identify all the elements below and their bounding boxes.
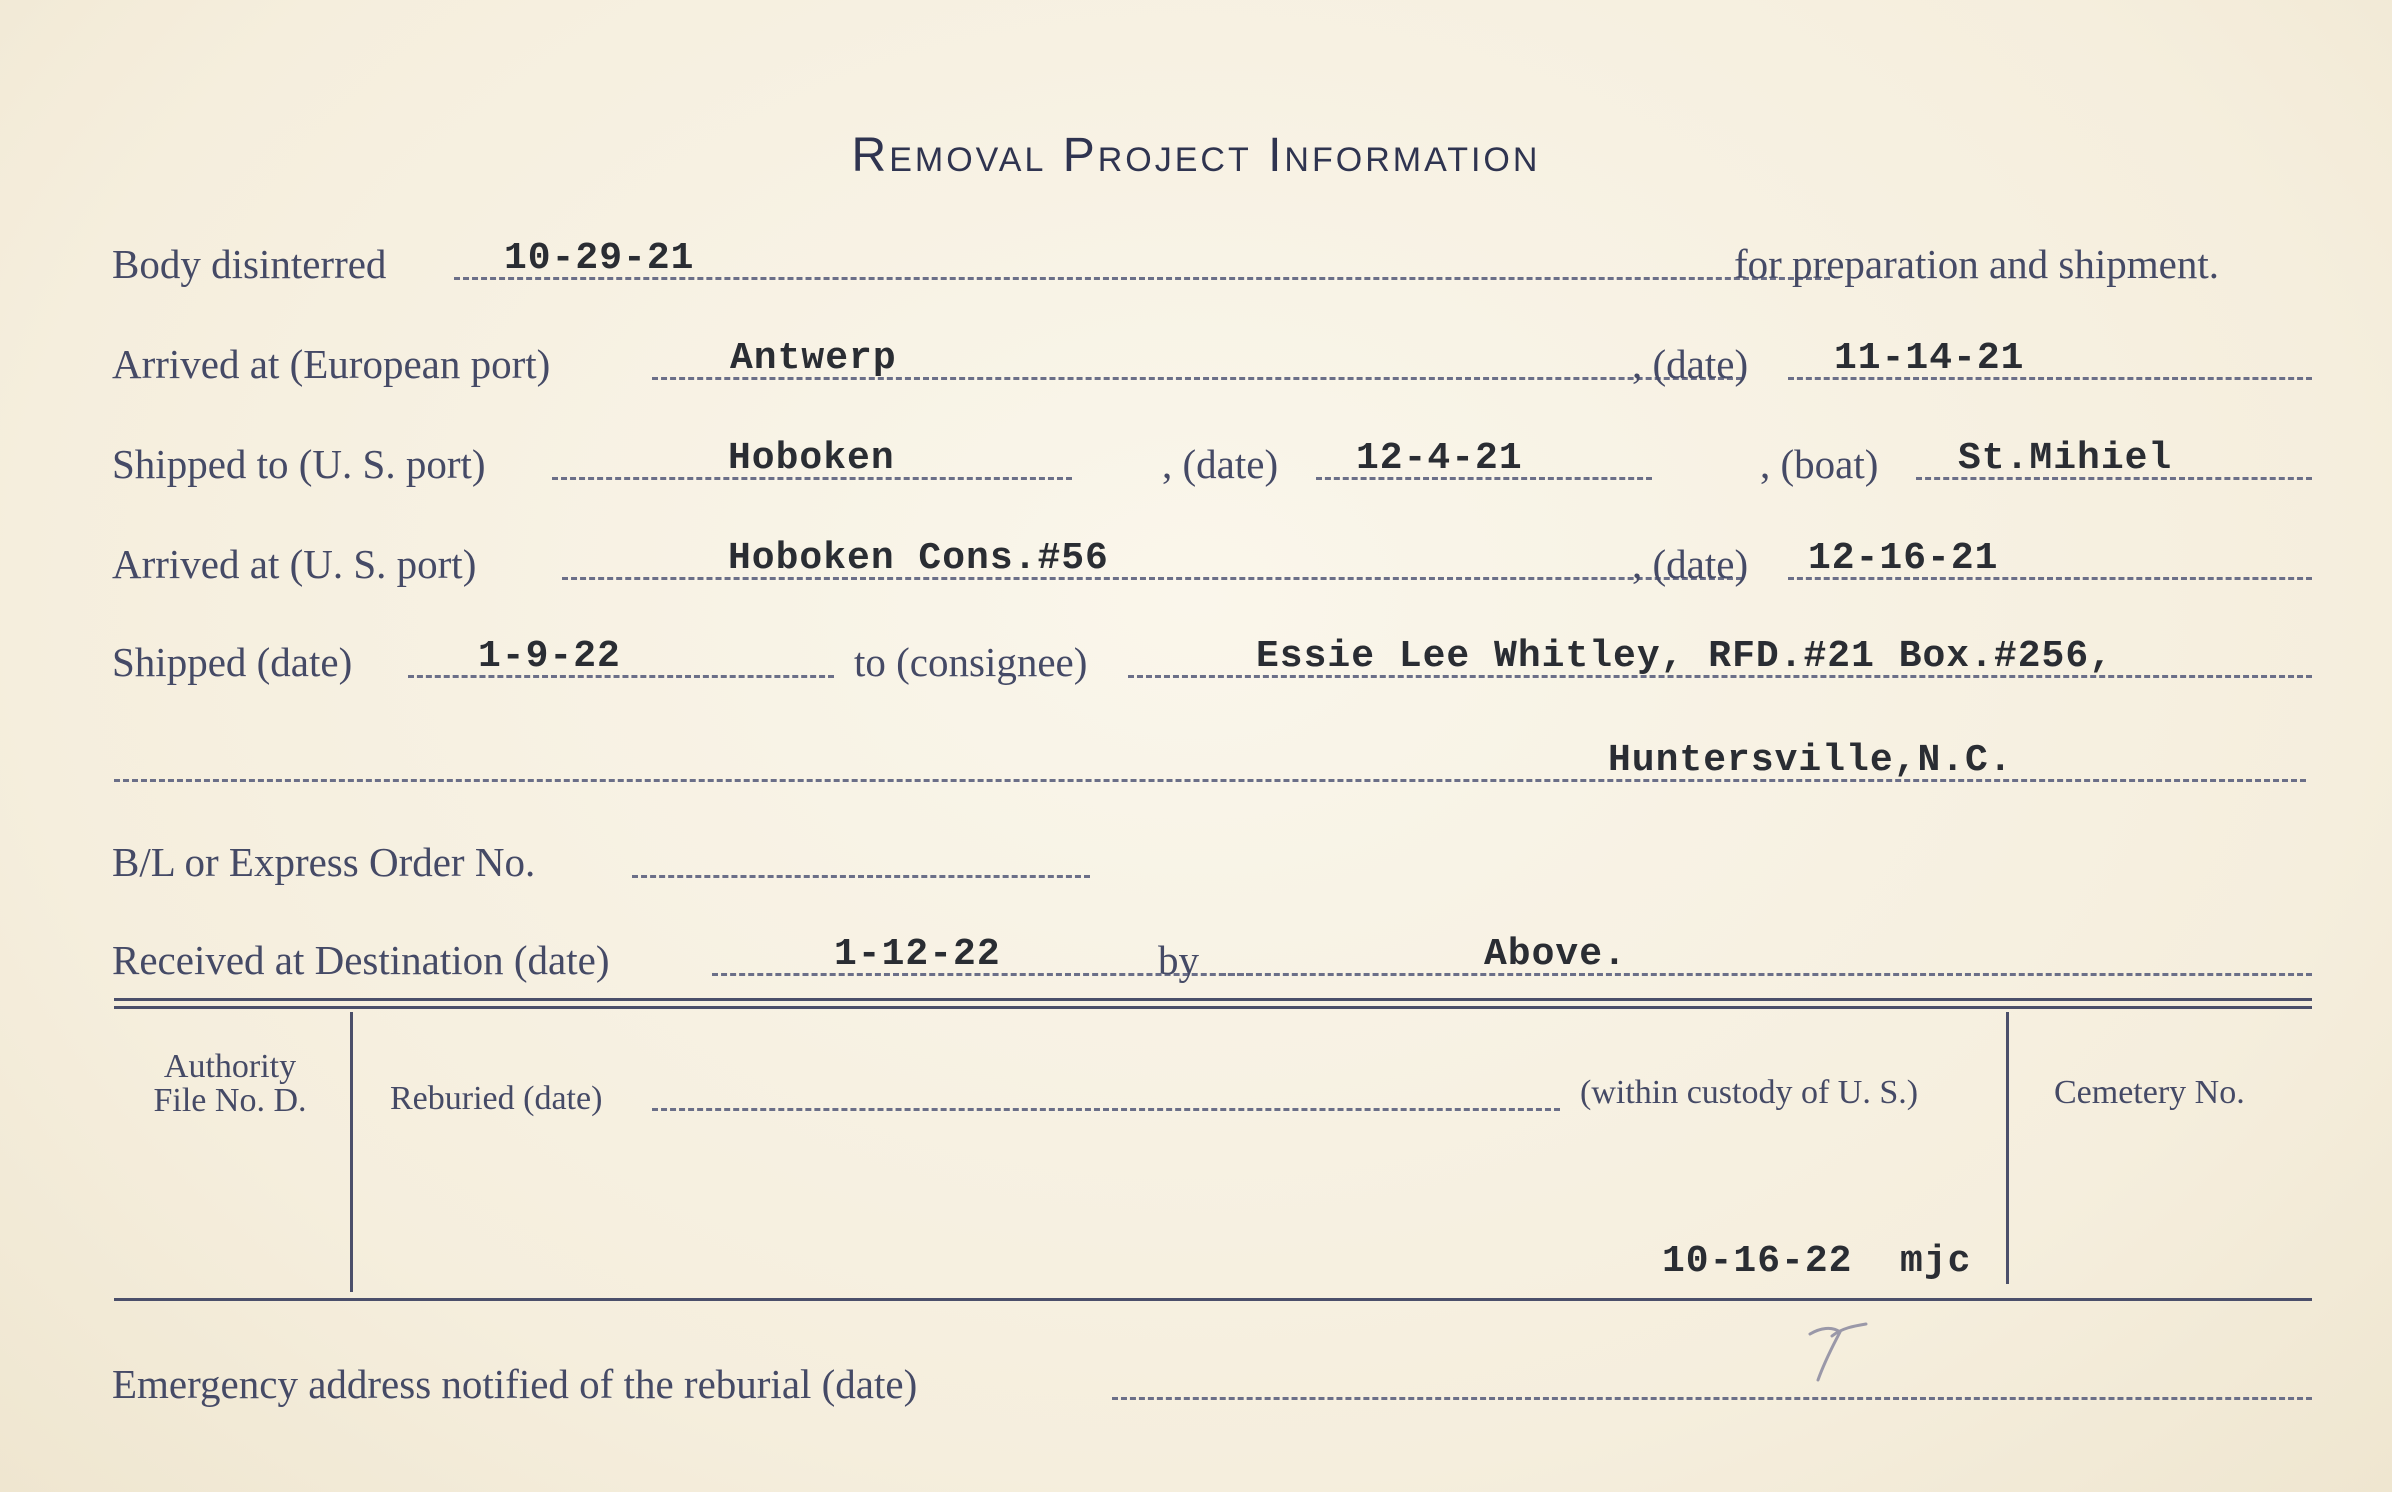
shipped-us-boat: St.Mihiel [1958,437,2173,480]
shipped-us-label: Shipped to (U. S. port) [112,441,486,487]
disinterred-label: Body disinterred [112,241,387,287]
file-no-label: File No. D. [153,1082,307,1119]
divider-bottom [114,1298,2312,1301]
bl-label: B/L or Express Order No. [112,839,536,885]
divider-top [114,998,2312,1001]
custody-label: (within custody of U. S.) [1580,1074,1919,1111]
received-label: Received at Destination (date) [112,937,610,983]
consignee-city: Huntersville,N.C. [1608,739,2013,782]
row-emergency [112,1342,2312,1412]
divider-left [350,1012,353,1292]
consignee-name: Essie Lee Whitley, RFD.#21 Box.#256, [1256,635,2113,678]
card-title: Removal Project Information [851,129,1541,182]
shipped-date-line [408,675,834,678]
reburied-label: Reburied (date) [390,1080,603,1117]
row-received [112,918,2312,988]
authority-label: Authority [163,1048,297,1085]
arrived-us-date: 12-16-21 [1808,537,1999,580]
shipped-us-boat-label: , (boat) [1760,441,1879,487]
disinterred-suffix: for preparation and shipment. [1734,241,2220,287]
disinterred-value: 10-29-21 [504,237,695,280]
emergency-label: Emergency address notified of the reburial (date) [112,1361,918,1407]
received-by-label: by [1158,937,1199,983]
row-disinterred [112,222,2312,292]
cemetery-label: Cemetery No. [2054,1074,2245,1111]
shipped-us-port: Hoboken [728,437,895,480]
row-arrived-us [112,522,2312,592]
row-arrived-european [112,322,2312,392]
received-by-line [1220,973,2312,976]
received-date: 1-12-22 [834,933,1001,976]
row-shipped [112,620,2312,690]
row-bl [112,820,2312,890]
row-shipped-us [112,422,2312,492]
received-by: Above. [1484,933,1627,976]
shipped-label: Shipped (date) [112,639,353,685]
divider-right [2006,1012,2009,1284]
shipped-us-date: 12-4-21 [1356,437,1523,480]
arrived-us-port: Hoboken Cons.#56 [728,537,1109,580]
arrived-european-date: 11-14-21 [1834,337,2025,380]
consignee-label: to (consignee) [854,639,1088,685]
arrived-us-date-label: , (date) [1632,541,1749,587]
bl-line [632,875,1090,878]
reburied-line [652,1108,1560,1111]
pencil-check-mark [1806,1322,1876,1392]
shipped-date: 1-9-22 [478,635,621,678]
arrived-us-label: Arrived at (U. S. port) [112,541,477,587]
shipped-us-date-label: , (date) [1162,441,1279,487]
arrived-european-port: Antwerp [730,337,897,380]
arrived-european-label: Arrived at (European port) [112,341,551,387]
stamp-date: 10-16-22 mjc [1662,1240,1972,1283]
arrived-european-date-label: , (date) [1632,341,1749,387]
row-consignee-2 [112,724,2312,794]
divider-top-2 [114,1006,2312,1009]
emergency-line [1112,1397,2312,1400]
